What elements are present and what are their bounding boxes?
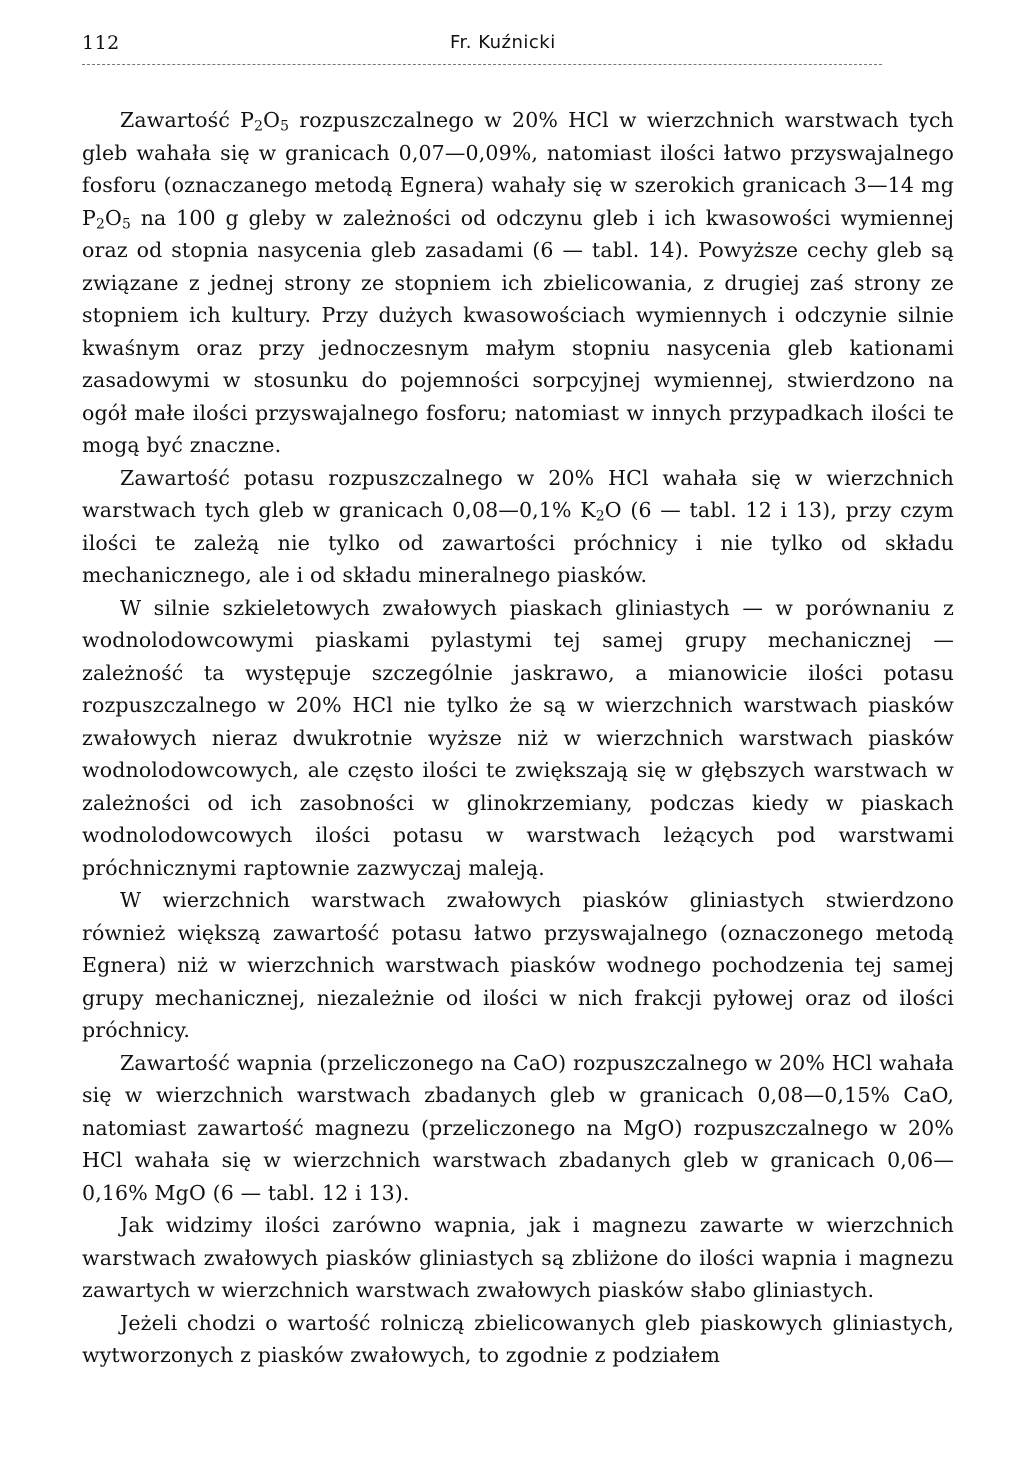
paragraph: Jeżeli chodzi o wartość rolniczą zbielicowanych gleb piaskowych gliniastych, wytworzonych z piasków zwałowych, to zgodnie z podziałem	[82, 1310, 954, 1367]
header-rule	[82, 64, 882, 65]
paragraph: W silnie szkieletowych zwałowych piaskach gliniastych — w porównaniu z wodnolodowcowymi piaskami pylastymi tej samej grupy mechanicznej — zależność ta występuje szczególnie jaskrawo, a mianowicie ilości potasu rozpuszczalnego w 20% HCl nie tylko że są w wierzchnich warstwach piasków zwałowych nieraz dwukrotnie wyższe niż w wierzchnich warstwach piasków wodnolodowcowych, ale często ilości te zwiększają się w głębszych warstwach w zależności od ich zasobności w glinokrzemiany, podczas kiedy w piaskach wodnolodowcowych ilości potasu w warstwach leżących pod warstwami próchnicznymi raptownie zazwyczaj maleją.	[82, 595, 954, 880]
page-header	[82, 20, 954, 52]
page-number: 112	[82, 32, 120, 54]
paragraph: W wierzchnich warstwach zwałowych piasków gliniastych stwierdzono również większą zawartość potasu łatwo przyswajalnego (oznaczonego metodą Egnera) niż w wierzchnich warstwach piasków wodnego pochodzenia tej samej grupy mechanicznej, niezależnie od ilości w nich frakcji pyłowej oraz od ilości próchnicy.	[82, 888, 954, 1042]
paragraph: Zawartość potasu rozpuszczalnego w 20% HCl wahała się w wierzchnich warstwach tych gleb w granicach 0,08—0,1% $K_2O$ (6 — tabl. 12 i 13), przy czym ilości te zależą nie tylko od zawartości próchnicy i nie tylko od składu mechanicznego, ale i od składu mineralnego piasków.	[82, 465, 954, 587]
paragraph: Zawartość $P_2O_5$ rozpuszczalnego w 20% HCl w wierzchnich warstwach tych gleb wahała się w granicach 0,07—0,09%, natomiast ilości łatwo przyswajalnego fosforu (oznaczanego metodą Egnera) wahały się w szerokich granicach 3—14 mg $P_2O_5$ na 100 g gleby w zależności od odczynu gleb i ich kwasowości wymiennej oraz od stopnia nasycenia gleb zasadami (6 — tabl. 14). Powyższe cechy gleb są związane z jednej strony ze stopniem ich zbielicowania, z drugiej zaś strony ze stopniem ich kultury. Przy dużych kwasowościach wymiennych i odczynie silnie kwaśnym oraz przy jednoczesnym małym stopniu nasycenia gleb kationami zasadowymi w stosunku do pojemności sorpcyjnej wymiennej, stwierdzono na ogół małe ilości przyswajalnego fosforu; natomiast w innych przypadkach ilości te mogą być znaczne.	[82, 108, 955, 457]
running-head: Fr. Kuźnicki	[450, 32, 556, 53]
document-page	[82, 20, 955, 1367]
paragraph: Jak widzimy ilości zarówno wapnia, jak i magnezu zawarte w wierzchnich warstwach zwałowych piasków gliniastych są zbliżone do ilości wapnia i magnezu zawartych w wierzchnich warstwach zwałowych piasków słabo gliniastych.	[82, 1213, 954, 1302]
body-text	[82, 104, 954, 1372]
paragraph: Zawartość wapnia (przeliczonego na CaO) rozpuszczalnego w 20% HCl wahała się w wierzchnich warstwach zbadanych gleb w granicach 0,08—0,15% CaO, natomiast zawartość magnezu (przeliczonego na MgO) rozpuszczalnego w 20% HCl wahała się w wierzchnich warstwach zbadanych gleb w granicach 0,06—0,16% MgO (6 — tabl. 12 i 13).	[82, 1050, 954, 1205]
